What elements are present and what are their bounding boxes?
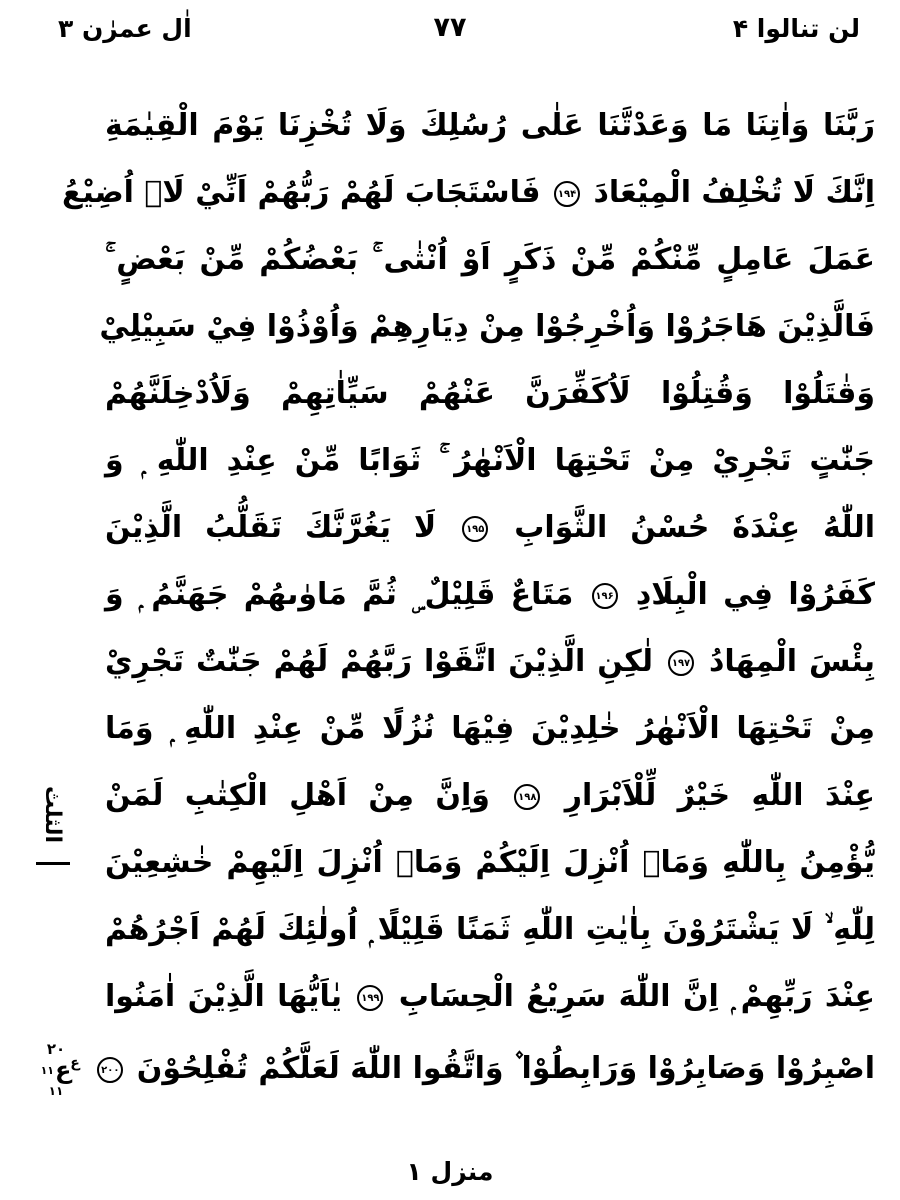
quran-line [105,92,875,159]
quran-text-segment: لِلّٰهِ ۙ لَا يَشْتَرُوْنَ بِاٰيٰتِ اللّٰهِ ثَمَنًا قَلِيْلًا ۭ اُولٰئِكَ لَهُمْ اَجْرُهُمْ [105,912,875,947]
quran-text-segment: اصْبِرُوْا وَصَابِرُوْا وَرَابِطُوْا ۫ وَاتَّقُوا اللّٰهَ لَعَلَّكُمْ تُفْلِحُوْنَ [136,1051,875,1086]
header-surah-name: اٰل عمرٰن ۳ [58,14,192,43]
quran-line [105,427,875,494]
quran-text-segment: مَتَاعٌ قَلِيْلٌ ۣ ثُمَّ مَاوٰىهُمْ جَهَنَّمُ ۭ وَ [105,577,574,612]
quran-line [105,695,875,762]
quran-text-segment: مِنْ تَحْتِهَا الْاَنْهٰرُ خٰلِدِيْنَ فِيْهَا نُزُلًا مِّنْ عِنْدِ اللّٰهِ ۭ وَمَا [105,711,875,746]
quran-line [105,494,875,561]
quran-text-segment: لٰكِنِ الَّذِيْنَ اتَّقَوْا رَبَّهُمْ لَهُمْ جَنّٰتٌ تَجْرِيْ [105,644,654,679]
ayah-number-badge: ۱۹۹ [357,985,383,1011]
quran-text-segment: بِئْسَ الْمِهَادُ [708,644,875,679]
quran-text-segment: لَا يَغُرَّنَّكَ تَقَلُّبُ الَّذِيْنَ [105,510,437,545]
ayah-number-badge: ۱۹۶ [592,583,618,609]
quran-line [105,762,875,829]
quran-text-segment: يُّؤْمِنُ بِاللّٰهِ وَمَاۤ اُنْزِلَ اِلَيْكُمْ وَمَاۤ اُنْزِلَ اِلَيْهِمْ خٰشِعِيْنَ [105,845,875,880]
quran-text-segment: عِنْدَ رَبِّهِمْ ۭ اِنَّ اللّٰهَ سَرِيْعُ الْحِسَابِ [398,979,875,1014]
quran-line [105,561,875,628]
quran-line [105,628,875,695]
quran-line [99,293,875,360]
quran-text-block [61,92,876,1097]
ruku-ain-row [40,1055,72,1084]
header-page-number: ۷۷ [433,12,467,43]
quran-text-segment: كَفَرُوْا فِي الْبِلَادِ [635,577,875,612]
quran-line [105,829,875,896]
ruku-surah-number: ۲۰ [46,1040,66,1058]
quran-text-segment: اِنَّكَ لَا تُخْلِفُ الْمِيْعَادَ [593,175,875,210]
ruku-marker [30,1042,82,1098]
ruku-end-mark: ع [70,1055,80,1071]
ayah-number-badge: ۱۹۷ [668,650,694,676]
ayah-number-badge: ۱۹۵ [462,516,488,542]
quran-text-segment: عِنْدَ اللّٰهِ خَيْرٌ لِّلْاَبْرَارِ [564,778,875,813]
ruku-ain-symbol: ع [55,1055,72,1084]
ruku-juz-number: ۱۱ [40,1063,55,1077]
ayah-number-badge: ۱۹۸ [514,784,540,810]
quran-text-segment: جَنّٰتٍ تَجْرِيْ مِنْ تَحْتِهَا الْاَنْهٰرُ ۚ ثَوَابًا مِّنْ عِنْدِ اللّٰهِ ۭ وَ [105,443,875,478]
ruku-ayah-count: ۱۱ [48,1083,64,1098]
ayah-number-badge: ۱۹۴ [554,181,580,207]
fraction-mark: الثلث [40,785,66,844]
quran-text-segment: اللّٰهُ عِنْدَهٗ حُسْنُ الثَّوَابِ [514,510,876,545]
quran-line [105,226,875,293]
margin-fraction-wrap [18,762,88,867]
quran-text-segment: فَاسْتَجَابَ لَهُمْ رَبُّهُمْ اَنِّيْ لَاۤ اُضِيْعُ [61,175,541,210]
quran-text-segment: وَاِنَّ مِنْ اَهْلِ الْكِتٰبِ لَمَنْ [105,778,490,813]
footer-manzil-label: منزل ۱ [406,1157,494,1186]
quran-text-segment: وَقٰتَلُوْا وَقُتِلُوْا لَاُكَفِّرَنَّ عَنْهُمْ سَيِّاٰتِهِمْ وَلَاُدْخِلَنَّهُمْ [105,376,875,411]
quran-line [105,896,875,963]
quran-text-segment: فَالَّذِيْنَ هَاجَرُوْا وَاُخْرِجُوْا مِنْ دِيَارِهِمْ وَاُوْذُوْا فِيْ سَبِيْلِيْ [99,309,875,344]
quran-text-segment: رَبَّنَا وَاٰتِنَا مَا وَعَدْتَّنَا عَلٰى رُسُلِكَ وَلَا تُخْزِنَا يَوْمَ الْقِيٰمَةِ [105,108,875,143]
ayah-number-badge: ۲۰۰ [97,1057,123,1083]
quran-line [105,360,875,427]
quran-text-segment: عَمَلَ عَامِلٍ مِّنْكُمْ مِّنْ ذَكَرٍ اَوْ اُنْثٰى ۚ بَعْضُكُمْ مِّنْ بَعْضٍ ۚ [105,242,875,277]
quran-line [70,1030,875,1097]
quran-text-segment: يٰاَيُّهَا الَّذِيْنَ اٰمَنُوا [105,979,342,1014]
fraction-underline [36,862,70,865]
quran-line [105,963,875,1030]
header-juz-name: لن تنالوا ۴ [732,14,860,43]
quran-line [61,159,875,226]
